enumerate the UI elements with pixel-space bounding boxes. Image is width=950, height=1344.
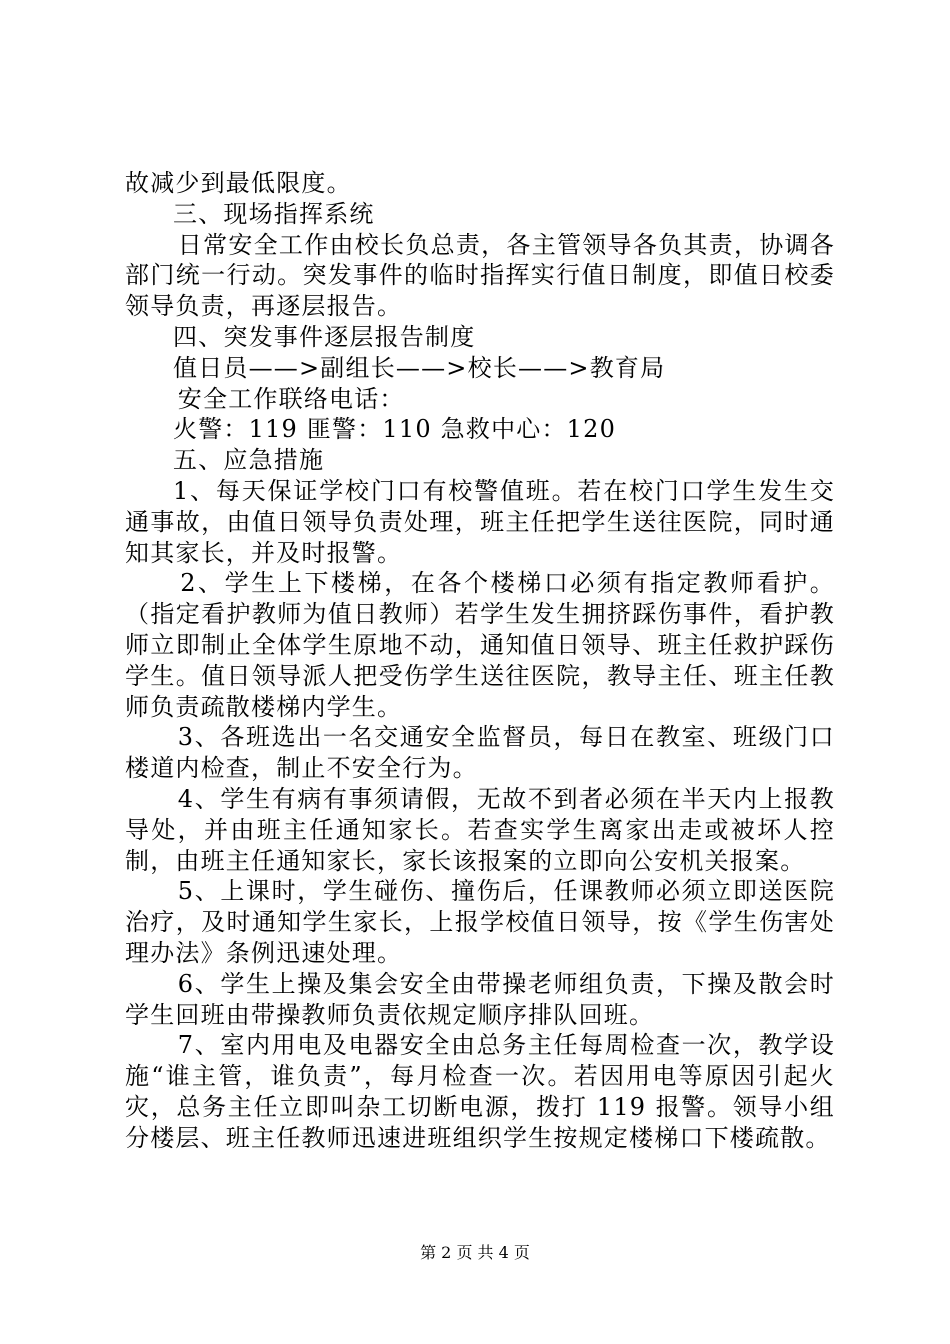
paragraph-contact-phones-label: 安全工作联络电话：: [177, 384, 405, 413]
paragraph-emergency-numbers: 火警：119 匪警：110 急救中心：120: [173, 415, 617, 444]
document-body: [125, 168, 835, 1154]
measure-item-7: 7、室内用电及电器安全由总务主任每周检查一次，教学设施“谁主管，谁负责”，每月检查一次。若因用电等原因引起火灾，总务主任立即叫杂工切断电源，拨打 119 报警。领导小组分楼层、班主任教师迅速进班组织学生按规定楼梯口下楼疏散。: [125, 1031, 835, 1152]
paragraph-daily-safety: 日常安全工作由校长负总责，各主管领导各负其责，协调各部门统一行动。突发事件的临时指挥实行值日制度，即值日校委领导负责，再逐层报告。: [125, 230, 835, 321]
measure-item-5: 5、上课时，学生碰伤、撞伤后，任课教师必须立即送医院治疗，及时通知学生家长，上报学校值日领导，按《学生伤害处理办法》条例迅速处理。: [125, 877, 835, 967]
page-footer: 第 2 页 共 4 页: [420, 1243, 530, 1262]
measure-item-4: 4、学生有病有事须请假，无故不到者必须在半天内上报教导处，并由班主任通知家长。若查实学生离家出走或被坏人控制，由班主任通知家长，家长该报案的立即向公安机关报案。: [125, 784, 835, 875]
paragraph-reporting-chain: 值日员——>副组长——>校长——>教育局: [173, 353, 666, 382]
measure-item-3: 3、各班选出一名交通安全监督员，每日在教室、班级门口楼道内检查，制止不安全行为。: [125, 723, 835, 783]
measure-item-6: 6、学生上操及集会安全由带操老师组负责，下操及散会时学生回班由带操教师负责依规定顺序排队回班。: [125, 969, 835, 1029]
section-heading-command-system: 三、现场指挥系统: [173, 199, 375, 228]
section-heading-reporting-system: 四、突发事件逐层报告制度: [173, 322, 476, 351]
section-heading-emergency-measures: 五、应急措施: [173, 446, 325, 475]
measure-item-2: 2、学生上下楼梯，在各个楼梯口必须有指定教师看护。（指定看护教师为值日教师）若学生发生拥挤踩伤事件，看护教师立即制止全体学生原地不动，通知值日领导、班主任救护踩伤学生。值日领导派人把受伤学生送往医院，教导主任、班主任教师负责疏散楼梯内学生。: [125, 569, 835, 721]
paragraph-continuation: 故减少到最低限度。: [125, 169, 352, 197]
measure-item-1: 1、每天保证学校门口有校警值班。若在校门口学生发生交通事故，由值日领导负责处理，班主任把学生送往医院，同时通知其家长，并及时报警。: [125, 476, 835, 567]
